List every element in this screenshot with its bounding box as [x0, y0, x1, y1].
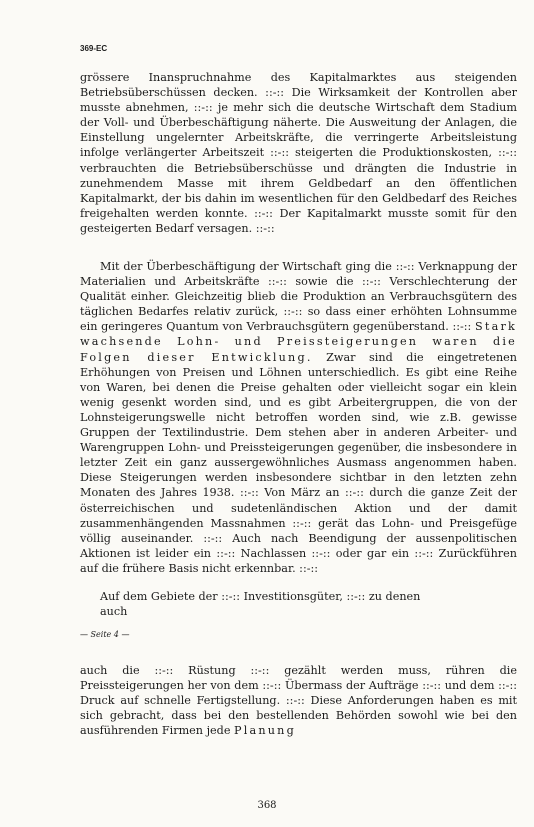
paragraph-2 [80, 259, 517, 576]
paragraph-1 [80, 70, 517, 236]
paragraph-4-part-a: auch die ::-:: Rüstung ::-:: gezählt werden muss, rühren die Preissteigerungen her von dem ::-:: Übermass der Aufträge ::-:: und dem ::-:: Druck auf schnelle Fertigstellung. ::-:: Diese Anforderungen haben es mit sich gebracht, dass bei den bestellenden Behörden sowohl wie bei den ausführenden Firmen jede [80, 664, 517, 738]
paragraph-3-line-1: Auf dem Gebiete der ::-:: Investitionsgüter, ::-:: zu denen [100, 590, 421, 603]
paragraph-2-text [80, 259, 517, 576]
paragraph-2-emphasis: Stark wachsende Lohn- und Preissteigerungen waren die Folgen dieser Entwicklung. [80, 320, 517, 364]
paragraph-1-text: grössere Inanspruchnahme des Kapitalmarktes aus steigenden Betriebsüberschüssen decken. ::-:: Die Wirksamkeit der Kontrollen aber musste abnehmen, ::-:: je mehr sich die deutsche Wirtschaft dem Stadium der Voll- und Überbeschäftigung näherte. Die Ausweitung der Anlagen, die Einstellung ungelernter Arbeitskräfte, die verringerte Arbeitsleistung infolge verlängerter Arbeitszeit ::-:: steigerten die Produktionskosten, ::-:: verbrauchten die Betriebsüberschüsse und drängten die Industrie in zunehmendem Masse mit ihrem Geldbedarf an den öffentlichen Kapitalmarkt, der bis dahin im wesentlichen für den Geldbedarf des Reiches freigehalten werden konnte. ::-:: Der Kapitalmarkt musste somit für den gesteigerten Bedarf versagen. ::-:: [80, 71, 517, 235]
paragraph-3 [80, 589, 517, 619]
paragraph-3-catchword: auch [100, 605, 128, 619]
page-number: 368 [257, 800, 277, 811]
paragraph-4 [80, 663, 517, 738]
page-divider: — Seite 4 — [80, 630, 130, 639]
paragraph-4-text [80, 663, 517, 738]
document-code: 369-EC [80, 44, 108, 53]
paragraph-4-emphasis: Planung [234, 724, 296, 738]
paragraph-3-text [80, 589, 517, 619]
paragraph-2-part-c: Zwar sind die eingetretenen Erhöhungen von Preisen und Löhnen unterschiedlich. Es gibt eine Reihe von Waren, bei denen die Preise gehalten oder vielleicht sogar ein klein wenig gesenkt worden sind, und es gibt Arbeitergruppen, die von der Lohnsteigerungswelle nicht betroffen worden sind, wie z.B. gewisse Gruppen der Textilindustrie. Dem stehen aber in anderen Arbeiter- und Warengruppen Lohn- und Preissteigerungen gegenüber, die insbesondere in letzter Zeit ein ganz aussergewöhnliches Ausmass angenommen haben. Diese Steigerungen werden insbesondere sichtbar in den letzten zehn Monaten des Jahres 1938. ::-:: Von März an ::-:: durch die ganze Zeit der österreichischen und sudetenländischen Aktion und der damit zusammenhängenden Massnahmen ::-:: gerät das Lohn- und Preisgefüge völlig auseinander. ::-:: Auch nach Beendigung der aussenpolitischen Aktionen ist leider ein ::-:: Nachlassen ::-:: oder gar ein ::-:: Zurückführen auf die frühere Basis nicht erkennbar. ::-:: [80, 350, 517, 575]
paragraph-2-part-a: Mit der Überbeschäftigung der Wirtschaft ging die ::-:: Verknappung der Materialien und Arbeitskräfte ::-:: sowie die ::-:: Verschlechterung der Qualität einher. Gleichzeitig blieb die Produktion an Verbrauchsgütern des täglichen Bedarfes relativ zurück, ::-:: so dass einer erhöhten Lohnsumme ein geringeres Quantum von Verbrauchsgütern gegenüberstand. ::-:: [80, 260, 517, 334]
